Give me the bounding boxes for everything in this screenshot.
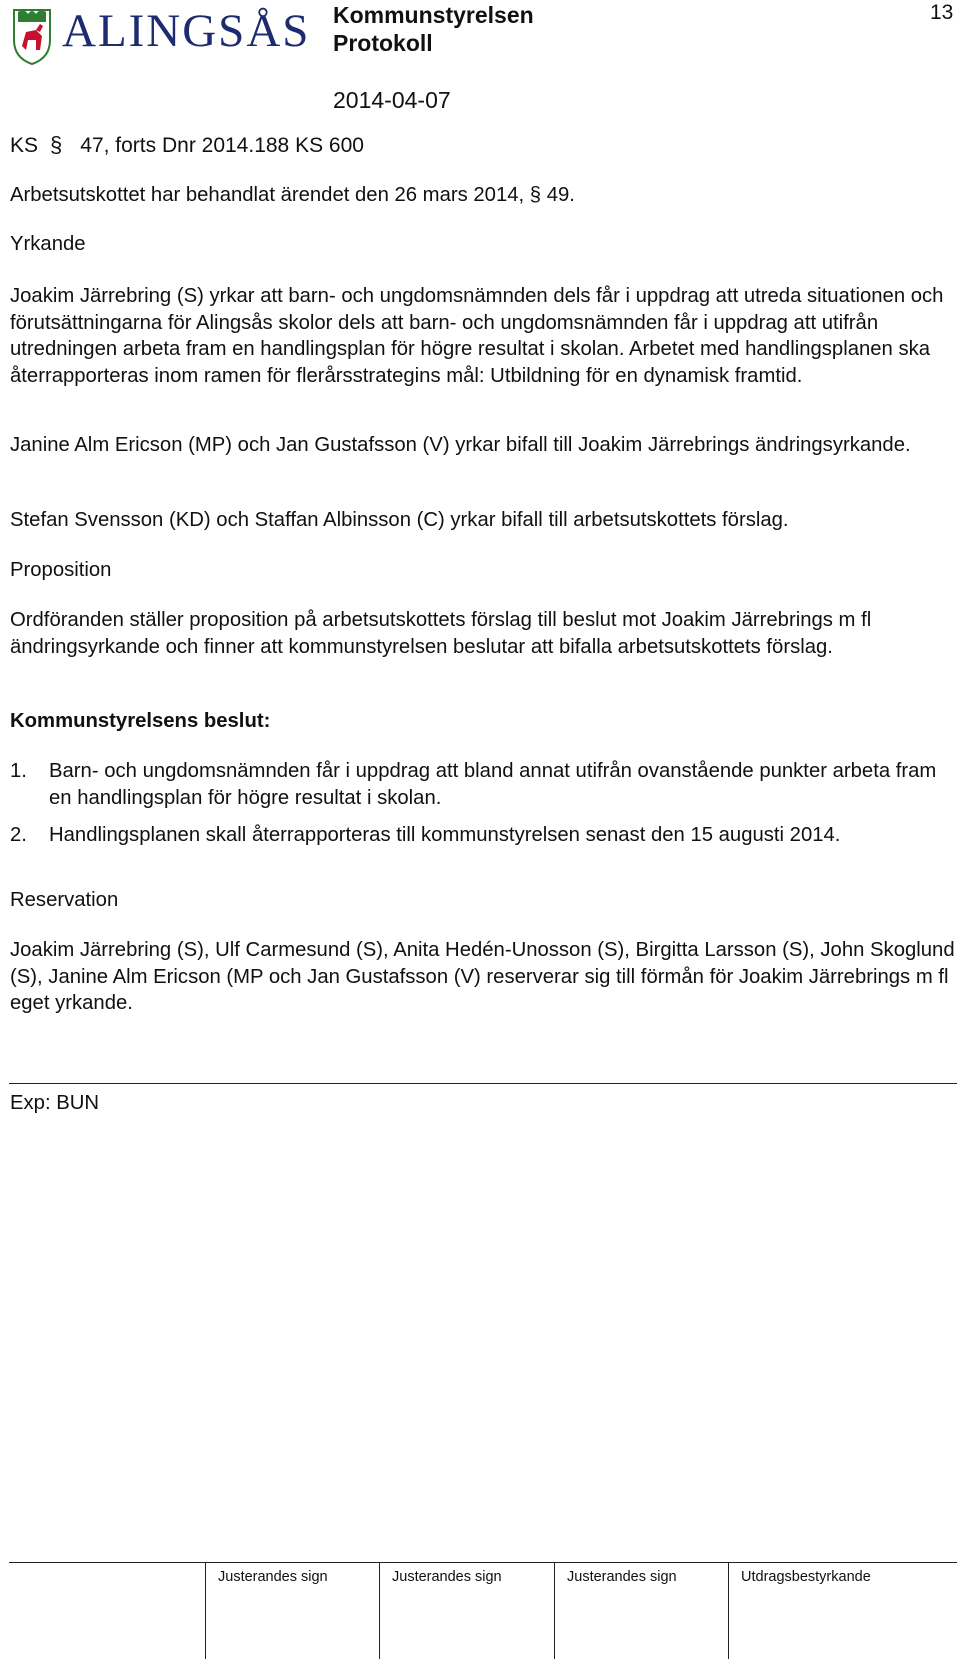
- intro-section-sign: §: [529, 184, 542, 206]
- reservation-paragraph: Joakim Järrebring (S), Ulf Carmesund (S), Anita Hedén-Unosson (S), Birgitta Larsson (S), John Skoglund (S), Janine Alm Ericson (MP och Jan Gustafsson (V) reserverar sig till förmån för Joakim Järrebrings m fl eget yrkande.: [10, 939, 955, 1014]
- yrkande-paragraph-2: Janine Alm Ericson (MP) och Jan Gustafsson (V) yrkar bifall till Joakim Järrebrings ändringsyrkande.: [10, 434, 911, 456]
- ref-text: 47, forts Dnr 2014.188 KS 600: [80, 134, 364, 157]
- logo-wordmark: ALINGSÅS: [62, 5, 311, 57]
- intro-line: [10, 182, 955, 209]
- document-date: 2014-04-07: [333, 87, 451, 113]
- signature-box: [728, 1563, 957, 1659]
- decision-item-text: Handlingsplanen skall återrapporteras till kommunstyrelsen senast den 15 augusti 2014.: [49, 824, 841, 846]
- section-sign: §: [50, 132, 63, 157]
- section-heading-yrkande: Yrkande: [10, 233, 86, 255]
- signature-box: [205, 1563, 380, 1659]
- yrkande-paragraph-3: Stefan Svensson (KD) och Staffan Albinsson (C) yrkar bifall till arbetsutskottets förslag.: [10, 509, 789, 531]
- case-reference: [10, 132, 955, 160]
- page-number: 13: [930, 1, 954, 24]
- decision-item-number: 2.: [10, 824, 27, 846]
- yrkande-paragraph-1: Joakim Järrebring (S) yrkar att barn- och ungdomsnämnden dels får i uppdrag att utreda situationen och förutsättningarna för Alingsås skolor dels att barn- och ungdomsnämnden får i uppdrag att utifrån utredningen arbeta fram en handlingsplan för högre resultat i skolan. Arbetet med handlingsplanen ska återrapporteras inom ramen för flerårsstrategins mål: Utbildning för en dynamisk framtid.: [10, 285, 944, 387]
- section-heading-beslut: Kommunstyrelsens beslut:: [10, 710, 271, 732]
- signature-box: [554, 1563, 729, 1659]
- intro-text: Arbetsutskottet har behandlat ärendet den 26 mars 2014,: [10, 184, 525, 206]
- signature-box: [379, 1563, 555, 1659]
- signature-label: Justerandes sign: [567, 1569, 677, 1585]
- decision-item-number: 1.: [10, 760, 27, 782]
- document-title: Kommunstyrelsen: [333, 2, 534, 28]
- distribution-note: Exp: BUN: [10, 1092, 100, 1114]
- signature-label: Utdragsbestyrkande: [741, 1569, 871, 1585]
- proposition-paragraph: Ordföranden ställer proposition på arbetsutskottets förslag till beslut mot Joakim Järrebrings m fl ändringsyrkande och finner att kommunstyrelsen beslutar att bifalla arbetsutskottets förslag.: [10, 609, 872, 658]
- divider: [9, 1083, 957, 1084]
- ref-prefix: KS: [10, 134, 39, 157]
- decision-item-text: Barn- och ungdomsnämnden får i uppdrag att bland annat utifrån ovanstående punkter arbeta fram en handlingsplan för högre resultat i skolan.: [49, 760, 937, 809]
- section-heading-reservation: Reservation: [10, 889, 119, 911]
- intro-number: 49.: [546, 184, 575, 206]
- section-heading-proposition: Proposition: [10, 559, 112, 581]
- document-subtitle: Protokoll: [333, 30, 433, 56]
- signature-label: Justerandes sign: [392, 1569, 502, 1585]
- coat-of-arms-icon: [10, 6, 54, 66]
- signature-label: Justerandes sign: [218, 1569, 328, 1585]
